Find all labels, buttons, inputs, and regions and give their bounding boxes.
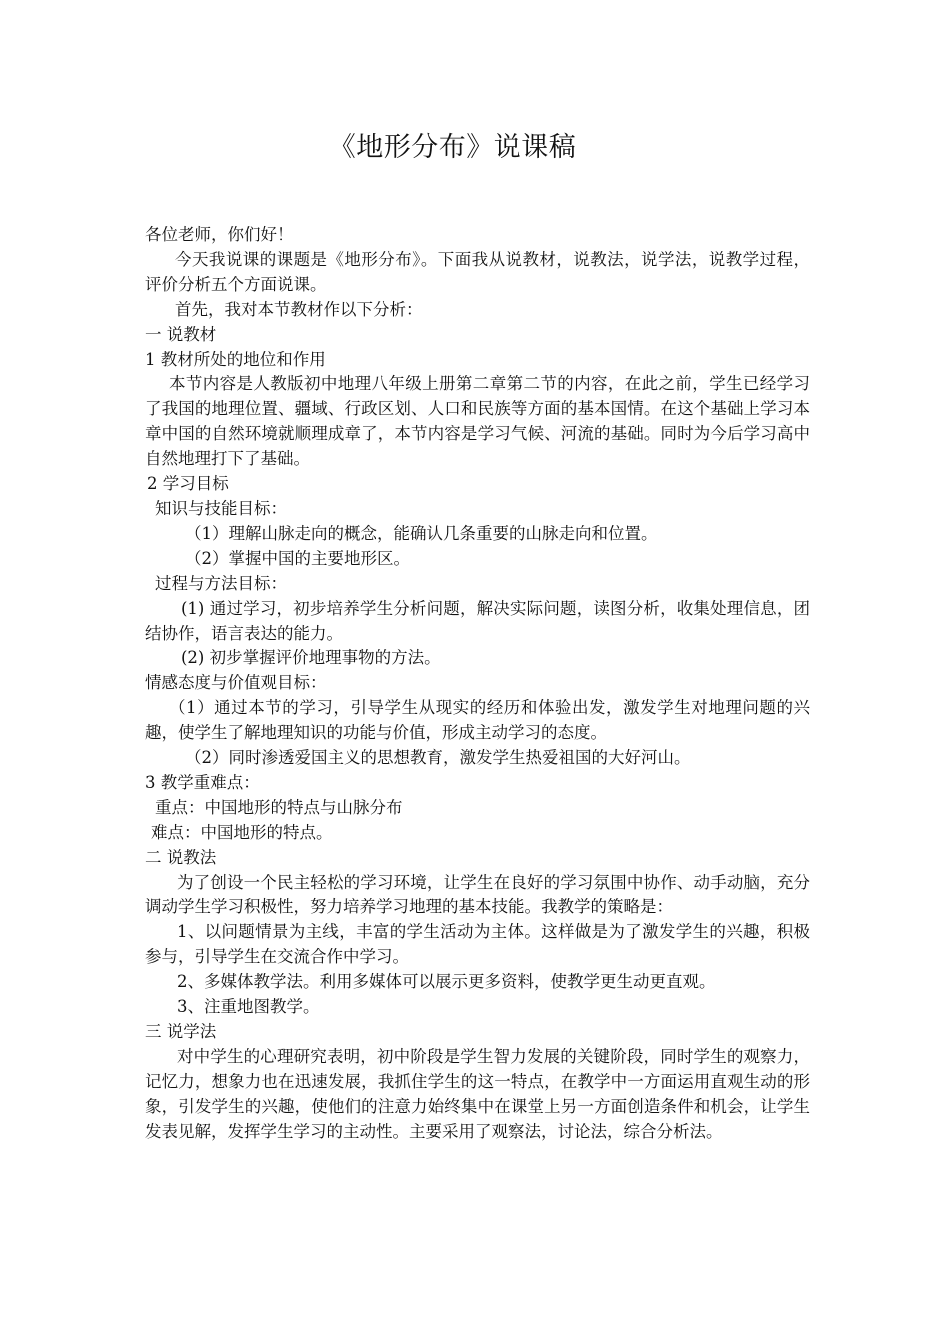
goal-item-process-2: (2) 初步掌握评价地理事物的方法。 xyxy=(181,648,441,668)
goal-item-emotion-2: （2）同时渗透爱国主义的思想教育，激发学生热爱祖国的大好河山。 xyxy=(185,748,691,768)
strategy-item-2: 2、多媒体教学法。利用多媒体可以展示更多资料，使教学更生动更直观。 xyxy=(177,972,716,992)
intro-paragraph: 今天我说课的课题是《地形分布》。下面我从说教材，说教法，说学法，说教学过程，评价分析五个方面说课。 xyxy=(145,249,810,294)
greeting: 各位老师，你们好！ xyxy=(145,225,294,244)
strategy-item-1: 1、以问题情景为主线，丰富的学生活动为主体。这样做是为了激发学生的兴趣，积极参与，引导学生在交流合作中学习。 xyxy=(145,922,810,967)
goal-item-knowledge-2: （2）掌握中国的主要地形区。 xyxy=(185,548,410,568)
document-title: 《地形分布》说课稿 xyxy=(328,132,577,163)
goal-category-knowledge: 知识与技能目标： xyxy=(155,498,287,518)
strategy-item-3: 3、注重地图教学。 xyxy=(177,997,320,1017)
position-paragraph: 本节内容是人教版初中地理八年级上册第二章第二节的内容，在此之前，学生已经学习了我国的地理位置、疆域、行政区划、人口和民族等方面的基本国情。在这个基础上学习本章中国的自然环境就顺理成章了，本节内容是学习气候、河流的基础。同时为今后学习高中自然地理打下了基础。 xyxy=(145,374,810,469)
learning-method-paragraph: 对中学生的心理研究表明，初中阶段是学生智力发展的关键阶段，同时学生的观察力，记忆力，想象力也在迅速发展，我抓住学生的这一特点，在教学中一方面运用直观生动的形象，引发学生的兴趣，使他们的注意力始终集中在课堂上另一方面创造条件和机会，让学生发表见解，发挥学生学习的主动性。主要采用了观察法，讨论法，综合分析法。 xyxy=(145,1046,810,1141)
goal-item-knowledge-1: （1）理解山脉走向的概念，能确认几条重要的山脉走向和位置。 xyxy=(185,523,658,543)
subsection-heading-goals: 2 学习目标 xyxy=(147,474,229,494)
section-heading-textbook: 一 说教材 xyxy=(145,324,217,344)
goal-item-emotion-1: （1）通过本节的学习，引导学生从现实的经历和体验出发，激发学生对地理问题的兴趣，使学生了解地理知识的功能与价值，形成主动学习的态度。 xyxy=(145,698,810,743)
teaching-method-paragraph: 为了创设一个民主轻松的学习环境，让学生在良好的学习氛围中协作、动手动脑，充分调动学生学习积极性，努力培养学习地理的基本技能。我教学的策略是： xyxy=(145,872,810,917)
goal-category-emotion: 情感态度与价值观目标： xyxy=(145,673,327,693)
subsection-heading-key-points: 3 教学重难点： xyxy=(145,772,260,792)
analysis-lead: 首先，我对本节教材作以下分析： xyxy=(175,299,423,319)
document-body xyxy=(145,223,810,1145)
difficult-point: 难点：中国地形的特点。 xyxy=(151,822,333,842)
section-heading-learning-method: 三 说学法 xyxy=(145,1022,217,1041)
section-heading-teaching-method: 二 说教法 xyxy=(145,847,217,867)
goal-item-process-1: (1) 通过学习，初步培养学生分析问题，解决实际问题，读图分析，收集处理信息，团结协作，语言表达的能力。 xyxy=(145,598,810,643)
key-point: 重点：中国地形的特点与山脉分布 xyxy=(155,797,403,817)
goal-category-process: 过程与方法目标： xyxy=(155,573,287,593)
subsection-heading-position: 1 教材所处的地位和作用 xyxy=(145,349,326,369)
